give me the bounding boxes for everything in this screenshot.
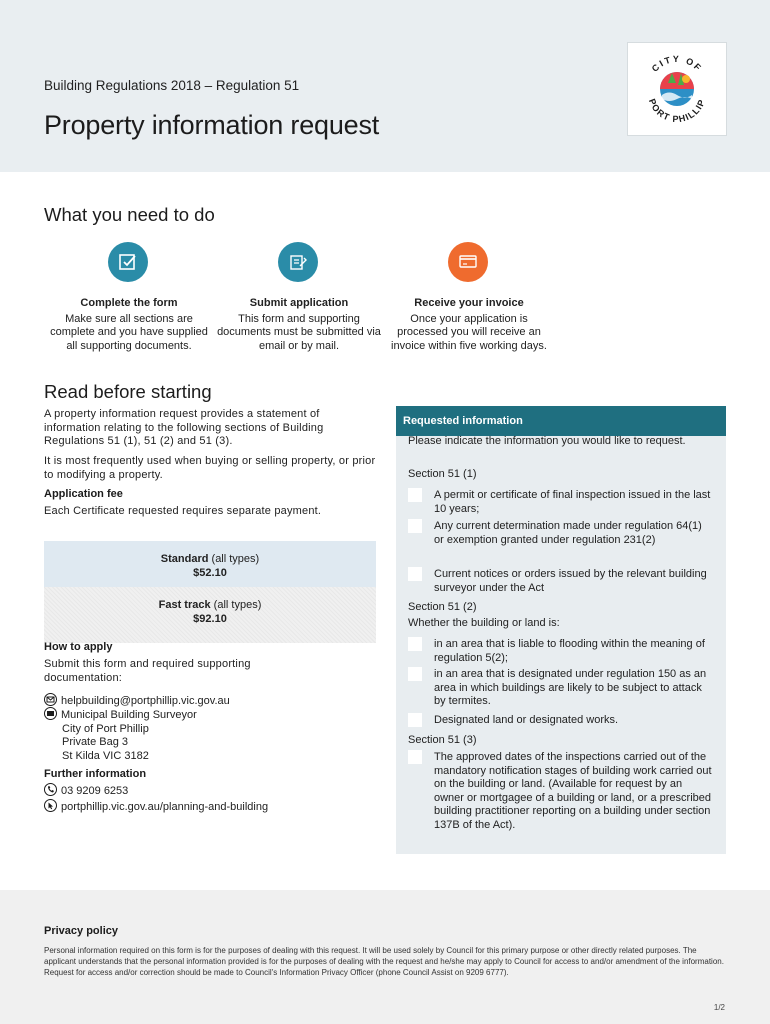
panel-intro: Please indicate the information you would like to request.: [408, 435, 686, 447]
usage-paragraph: It is most frequently used when buying or selling property, or prior to modifying a property.: [44, 455, 376, 481]
checkbox-termite-area[interactable]: [408, 667, 422, 681]
checkbox-label: Designated land or designated works.: [434, 714, 619, 726]
fee-text: Each Certificate requested requires separate payment.: [44, 505, 322, 517]
website-link[interactable]: portphillip.vic.gov.au/planning-and-building: [61, 801, 269, 813]
web-cursor-icon: [44, 799, 57, 812]
panel-header: [396, 406, 726, 436]
step-title: Receive your invoice: [414, 297, 524, 309]
privacy-footer: [0, 890, 770, 1024]
step-title: Complete the form: [80, 297, 178, 309]
fee-note: (all types): [213, 599, 262, 611]
checkbox-current-determination[interactable]: [408, 519, 422, 533]
checkbox-permit-certificate[interactable]: [408, 488, 422, 502]
section-51-1-label: Section 51 (1): [408, 468, 477, 480]
checkbox-label: A permit or certificate of final inspection issued in the last 10 years;: [434, 489, 711, 515]
step-title: Submit application: [249, 297, 349, 309]
fee-fast-track: [44, 587, 376, 643]
checkbox-label: Any current determination made under regulation 64(1) or exemption granted under regulation 231(2): [434, 520, 702, 546]
mail-icon: [44, 707, 57, 720]
svg-text:CITY OF: CITY OF: [649, 53, 705, 74]
fee-name: Fast track: [158, 599, 211, 611]
mail-line: City of Port Phillip: [62, 722, 149, 735]
phone-icon: [44, 783, 57, 796]
fee-amount: $52.10: [193, 567, 227, 579]
privacy-text: Personal information required on this form is for the purposes of dealing with this request. It will be used solely by Council for this primary purpose or other directly related purposes. The applicant understands that the personal information provided is for the purposes of dealing with the request and he/she may apply to Council for access to and/or amendment of the information. Request for access and/or correction should be made to Council's Information Privacy Officer (phone Council Assist on 9209 6777).: [44, 946, 724, 977]
mail-address: [44, 707, 197, 763]
page-number: 1/2: [713, 1003, 725, 1012]
fee-name: Standard: [160, 553, 209, 565]
city-of-port-phillip-logo: [627, 42, 727, 136]
mail-line: Municipal Building Surveyor: [61, 709, 197, 721]
section-51-3-label: Section 51 (3): [408, 734, 477, 746]
privacy-heading: Privacy policy: [44, 925, 118, 937]
mail-line: Private Bag 3: [62, 736, 129, 748]
web-line: [44, 799, 268, 815]
mail-line: St Kilda VIC 3182: [62, 749, 149, 762]
page-title: Property information request: [44, 110, 380, 140]
checkbox-current-notices[interactable]: [408, 567, 422, 581]
step-complete-form: [44, 297, 214, 353]
email-link[interactable]: helpbuilding@portphillip.vic.gov.au: [61, 695, 230, 707]
invoice-card-icon: [448, 242, 488, 282]
apply-heading: How to apply: [44, 641, 113, 653]
fee-note: (all types): [211, 553, 260, 565]
apply-text: Submit this form and required supporting documentation:: [44, 658, 251, 684]
checkbox-designated-land[interactable]: [408, 713, 422, 727]
step-submit-application: [214, 297, 384, 353]
panel-heading: Requested information: [403, 415, 523, 427]
regulation-subtitle: Building Regulations 2018 – Regulation 51: [44, 78, 300, 93]
phone-number[interactable]: 03 9209 6253: [61, 785, 129, 797]
step-text: Make sure all sections are complete and you have supplied all supporting documents.: [50, 312, 208, 352]
fee-amount: $92.10: [193, 613, 227, 625]
checkbox-label: The approved dates of the inspections carried out of the mandatory notification stages of building work carried out on the building or land. (Available for request by an owner or mortgagee of a building or land, or a prescribed building practitioner reporting on a building under section 137B of the Act).: [434, 751, 712, 831]
section-51-2-label: Section 51 (2): [408, 601, 477, 613]
intro-paragraph: A property information request provides a statement of information relating to the following sections of Building Regulations 51 (1), 51 (2) and 51 (3).: [44, 408, 324, 447]
checkbox-form-icon: [108, 242, 148, 282]
header-band: [0, 0, 770, 172]
submit-document-icon: [278, 242, 318, 282]
fee-heading: Application fee: [44, 488, 123, 500]
phone-line: [44, 783, 128, 799]
checkbox-label: Current notices or orders issued by the relevant building surveyor under the Act: [434, 568, 707, 594]
read-heading: Read before starting: [44, 381, 212, 402]
svg-text:PORT PHILLIP: PORT PHILLIP: [646, 97, 708, 125]
checkbox-label: in an area that is designated under regulation 150 as an area in which buildings are likely to be subject to attack by termites.: [434, 668, 707, 707]
checkbox-inspection-dates[interactable]: [408, 750, 422, 764]
section-51-2-intro: Whether the building or land is:: [408, 617, 560, 629]
checkbox-label: in an area that is liable to flooding within the meaning of regulation 5(2);: [434, 638, 705, 664]
requested-information-panel: [396, 406, 726, 854]
further-heading: Further information: [44, 768, 147, 780]
step-text: Once your application is processed you will receive an invoice within five working days.: [391, 312, 547, 352]
email-icon: [44, 693, 57, 706]
steps-heading: What you need to do: [44, 204, 215, 225]
checkbox-flooding-area[interactable]: [408, 637, 422, 651]
step-receive-invoice: [384, 297, 554, 353]
step-text: This form and supporting documents must be submitted via email or by mail.: [217, 312, 381, 352]
